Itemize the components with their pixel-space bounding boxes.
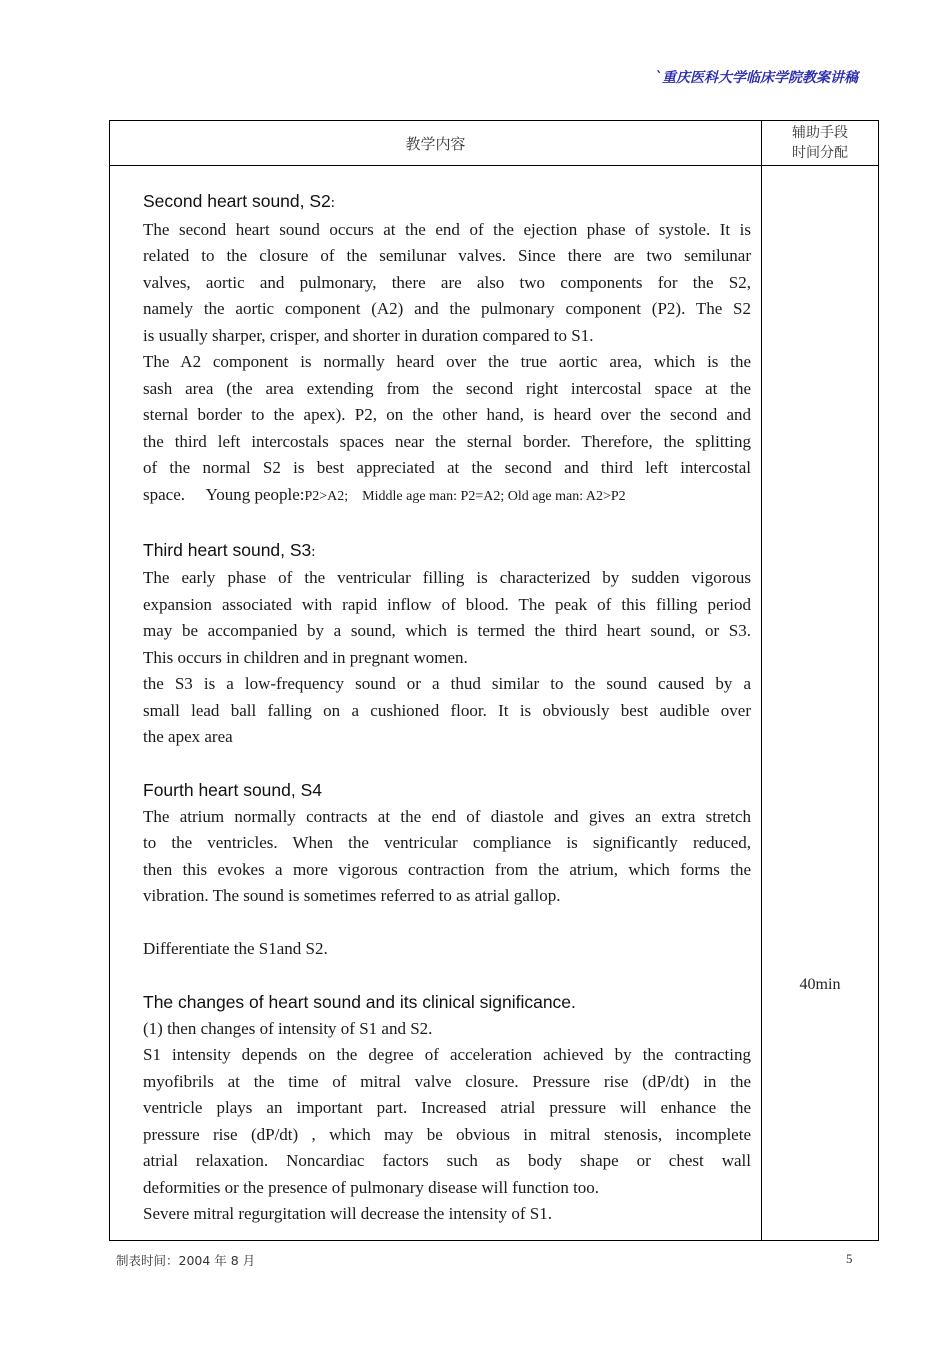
s2-line: of the normal S2 is best appreciated at the second and third left intercostal (143, 458, 751, 477)
changes-heading: The changes of heart sound and its clinical significance. (143, 992, 576, 1012)
s2-line: sternal border to the apex). P2, on the other hand, is heard over the second and (143, 405, 751, 424)
s2-line: is usually sharper, crisper, and shorter in duration compared to S1. (143, 325, 594, 345)
s4-line: vibration. The sound is sometimes referred to as atrial gallop. (143, 886, 561, 905)
s2-last-line-start: space. Young people: (143, 484, 305, 504)
column-divider (761, 121, 762, 1240)
changes-line: (1) then changes of intensity of S1 and S2. (143, 1018, 433, 1038)
page-number: 5 (846, 1251, 853, 1266)
changes-line: deformities or the presence of pulmonary disease will function too. (143, 1177, 600, 1197)
changes-line: atrial relaxation. Noncardiac factors such as body shape or chest wall (143, 1151, 751, 1170)
changes-paragraph (143, 1016, 751, 1228)
s3-line: the S3 is a low-frequency sound or a thud similar to the sound caused by a (143, 674, 751, 693)
changes-line: pressure rise (dP/dt) , which may be obvious in mitral stenosis, incomplete (143, 1124, 751, 1144)
s2-line: the third left intercostals spaces near the sternal border. Therefore, the splitting (143, 431, 751, 451)
s2-heading-text: Second heart sound, S2 (143, 191, 331, 211)
s3-line: small lead ball falling on a cushioned floor. It is obviously best audible over (143, 700, 751, 720)
s2-splitting-comparison: P2>A2; Middle age man: P2=A2; Old age man: A2>P2 (304, 488, 626, 504)
page-header-title: `重庆医科大学临床学院教案讲稿 (655, 70, 858, 86)
s2-heading (143, 188, 751, 217)
time-allocation: 40min (799, 976, 841, 993)
s3-heading-text: Third heart sound, S3 (143, 539, 312, 560)
s3-line: may be accompanied by a sound, which is termed the third heart sound, or S3. (143, 621, 751, 640)
s3-line: expansion associated with rapid inflow of blood. The peak of this filling period (143, 594, 751, 614)
s4-line: to the ventricles. When the ventricular compliance is significantly reduced, (143, 833, 751, 852)
differentiate-note: Differentiate the S1and S2. (143, 939, 328, 958)
lesson-table (109, 120, 879, 1241)
s4-line: then this evokes a more vigorous contraction from the atrium, which forms the (143, 859, 751, 879)
s4-paragraph (143, 804, 751, 910)
changes-line: Severe mitral regurgitation will decrease the intensity of S1. (143, 1204, 552, 1223)
changes-line: myofibrils at the time of mitral valve closure. Pressure rise (dP/dt) in the (143, 1071, 751, 1091)
changes-line: ventricle plays an important part. Increased atrial pressure will enhance the (143, 1098, 751, 1117)
s2-line: The A2 component is normally heard over the true aortic area, which is the (143, 352, 751, 371)
s2-paragraph (143, 217, 751, 511)
s3-heading-tail: : (311, 543, 316, 560)
lesson-content (143, 188, 751, 1228)
s3-line: The early phase of the ventricular filling is characterized by sudden vigorous (143, 568, 751, 587)
s4-heading: Fourth heart sound, S4 (143, 780, 322, 800)
s4-line: The atrium normally contracts at the end of diastole and gives an extra stretch (143, 806, 751, 826)
s3-line: This occurs in children and in pregnant women. (143, 647, 468, 667)
s2-line: The second heart sound occurs at the end of the ejection phase of systole. It is (143, 219, 751, 239)
aux-column-header (762, 121, 878, 165)
changes-line: S1 intensity depends on the degree of acceleration achieved by the contracting (143, 1045, 751, 1064)
footer-date: 制表时间：2004 年 8 月 (116, 1253, 256, 1268)
s2-line: valves, aortic and pulmonary, there are also two components for the S2, (143, 272, 751, 292)
content-column-header: 教学内容 (405, 134, 466, 153)
s2-heading-tail: : (330, 195, 335, 211)
aux-header-line1: 辅助手段 (792, 125, 848, 141)
s3-heading (143, 537, 751, 566)
s3-paragraph (143, 565, 751, 751)
s2-line: related to the closure of the semilunar valves. Since there are two semilunar (143, 246, 751, 265)
aux-header-line2: 时间分配 (792, 145, 848, 161)
header-row-divider (110, 165, 878, 166)
s2-line: sash area (the area extending from the second right intercostal space at the (143, 378, 751, 398)
s2-last-line (143, 482, 751, 511)
s2-line: namely the aortic component (A2) and the pulmonary component (P2). The S2 (143, 299, 751, 318)
s3-line: the apex area (143, 727, 233, 746)
